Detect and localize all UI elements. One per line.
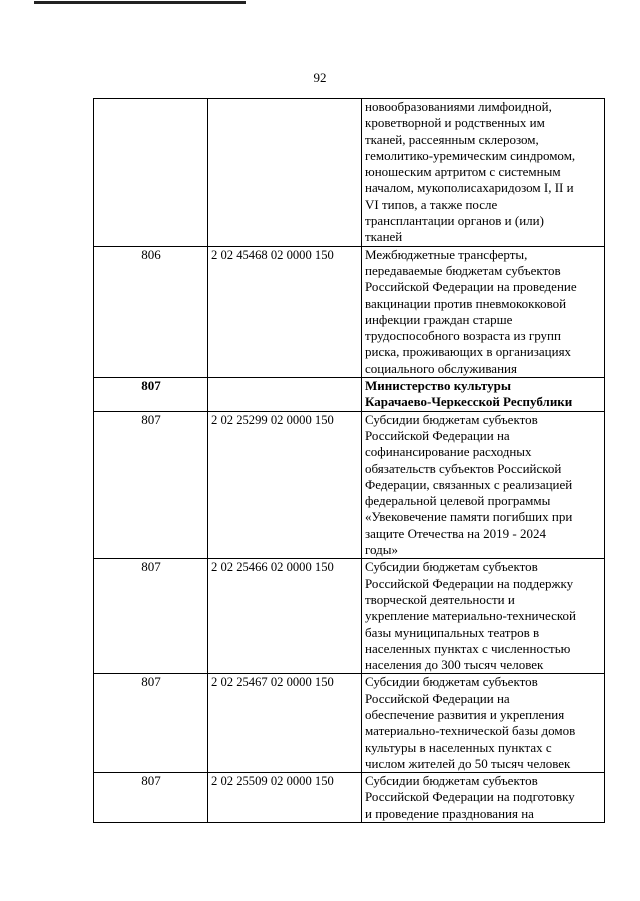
- admin-code-cell: [94, 99, 208, 247]
- budget-classification-code-cell: [208, 378, 362, 412]
- revenue-name-cell: Субсидии бюджетам субъектов Российской Федерации на поддержку творческой деятельности и укрепление материально-технической базы муниципальных театров в населенных пунктах с численностью населения до 300 тысяч человек: [362, 559, 605, 674]
- revenue-name-cell: Субсидии бюджетам субъектов Российской Федерации на обеспечение развития и укрепления материально-технической базы домов культуры в населенных пунктах с числом жителей до 50 тысяч человек: [362, 674, 605, 773]
- revenue-name-cell: Межбюджетные трансферты, передаваемые бюджетам субъектов Российской Федерации на проведение вакцинации против пневмококковой инфекции граждан старше трудоспособного возраста из групп риска, проживающих в организациях социального обслуживания: [362, 246, 605, 377]
- admin-code-cell: 807: [94, 559, 208, 674]
- budget-classification-code-cell: 2 02 25509 02 0000 150: [208, 773, 362, 823]
- table-row: [94, 559, 605, 674]
- admin-code-cell: 806: [94, 246, 208, 377]
- admin-code-cell: 807: [94, 773, 208, 823]
- budget-classification-code-cell: [208, 99, 362, 247]
- revenue-name-cell: Субсидии бюджетам субъектов Российской Федерации на софинансирование расходных обязательств субъектов Российской Федерации, связанных с реализацией федеральной целевой программы «Увековечение памяти погибших при защите Отечества на 2019 - 2024 годы»: [362, 411, 605, 559]
- table-row: [94, 674, 605, 773]
- admin-code-cell: 807: [94, 378, 208, 412]
- ministry-name-cell: Министерство культуры Карачаево-Черкесской Республики: [362, 378, 605, 412]
- revenue-name-cell: новообразованиями лимфоидной, кроветворной и родственных им тканей, рассеянным склерозом, гемолитико-уремическим синдромом, юношеским артритом с системным началом, мукополисахаридозом I, II и VI типов, а также после трансплантации органов и (или) тканей: [362, 99, 605, 247]
- budget-classification-code-cell: 2 02 25299 02 0000 150: [208, 411, 362, 559]
- budget-classification-code-cell: 2 02 45468 02 0000 150: [208, 246, 362, 377]
- budget-codes-table: [93, 98, 605, 823]
- table-row: [94, 773, 605, 823]
- top-rule: [34, 1, 246, 4]
- table-row: [94, 99, 605, 247]
- table-row: [94, 411, 605, 559]
- table-row: [94, 246, 605, 377]
- page-number: 92: [313, 70, 327, 85]
- budget-classification-code-cell: 2 02 25467 02 0000 150: [208, 674, 362, 773]
- budget-classification-code-cell: 2 02 25466 02 0000 150: [208, 559, 362, 674]
- admin-code-cell: 807: [94, 411, 208, 559]
- admin-code-cell: 807: [94, 674, 208, 773]
- table-row-ministry-header: [94, 378, 605, 412]
- revenue-name-cell: Субсидии бюджетам субъектов Российской Федерации на подготовку и проведение празднования на: [362, 773, 605, 823]
